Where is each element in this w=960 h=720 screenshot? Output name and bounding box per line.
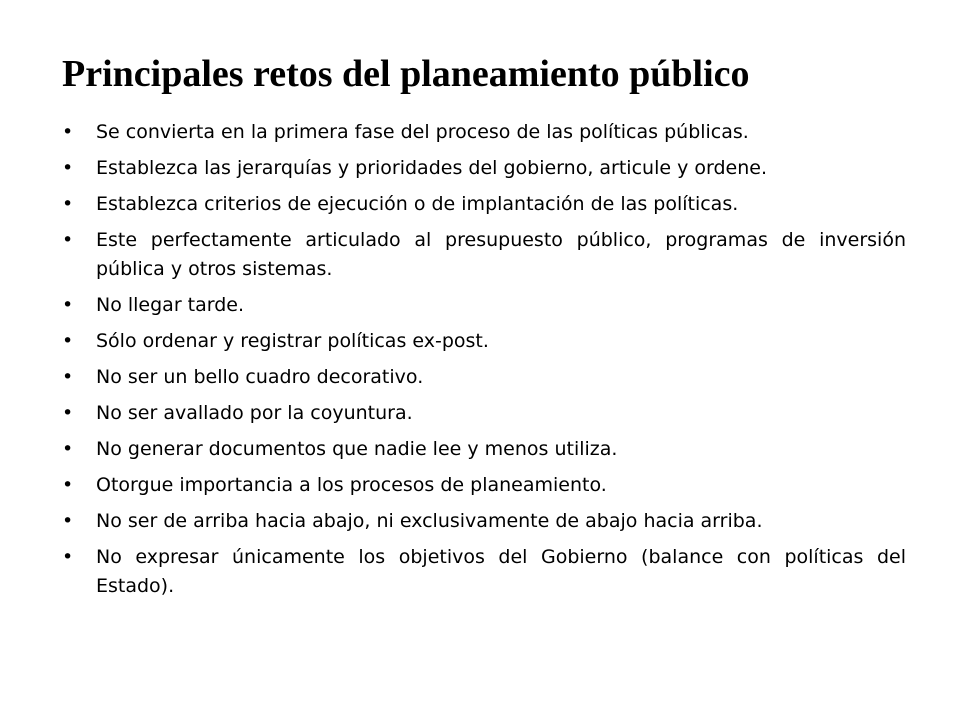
bullet-item [62, 291, 906, 320]
bullet-icon: • [62, 474, 74, 496]
bullet-icon: • [62, 193, 74, 215]
bullet-text: Establezca las jerarquías y prioridades del gobierno, articule y ordene. [96, 157, 767, 179]
bullet-text: Establezca criterios de ejecución o de implantación de las políticas. [96, 193, 739, 215]
bullet-icon: • [62, 294, 74, 316]
bullet-text: Otorgue importancia a los procesos de planeamiento. [96, 474, 607, 496]
bullet-text: No generar documentos que nadie lee y menos utiliza. [96, 438, 618, 460]
bullet-icon: • [62, 546, 74, 568]
bullet-item [62, 118, 906, 147]
bullet-icon: • [62, 121, 74, 143]
bullet-item [62, 363, 906, 392]
bullet-text: No ser un bello cuadro decorativo. [96, 366, 424, 388]
bullet-text: No ser avallado por la coyuntura. [96, 402, 413, 424]
bullet-item [62, 507, 906, 536]
bullet-text: Se convierta en la primera fase del proceso de las políticas públicas. [96, 121, 749, 143]
bullet-item [62, 399, 906, 428]
bullet-item [62, 435, 906, 464]
bullet-item [62, 226, 906, 284]
bullet-item [62, 154, 906, 183]
bullet-text: Sólo ordenar y registrar políticas ex-post. [96, 330, 489, 352]
bullet-icon: • [62, 366, 74, 388]
bullet-text: No llegar tarde. [96, 294, 245, 316]
bullet-item [62, 190, 906, 219]
bullet-icon: • [62, 157, 74, 179]
bullet-icon: • [62, 330, 74, 352]
bullet-item [62, 543, 906, 601]
bullet-item [62, 327, 906, 356]
bullet-text: No expresar únicamente los objetivos del Gobierno (balance con políticas del Estado). [96, 546, 906, 597]
bullet-item [62, 471, 906, 500]
bullet-text: Este perfectamente articulado al presupuesto público, programas de inversión pública y otros sistemas. [96, 229, 906, 280]
bullet-icon: • [62, 438, 74, 460]
bullet-icon: • [62, 229, 74, 251]
bullet-icon: • [62, 510, 74, 532]
bullet-text: No ser de arriba hacia abajo, ni exclusivamente de abajo hacia arriba. [96, 510, 763, 532]
bullet-icon: • [62, 402, 74, 424]
bullet-list [62, 118, 906, 608]
slide-title: Principales retos del planeamiento público [62, 53, 750, 95]
